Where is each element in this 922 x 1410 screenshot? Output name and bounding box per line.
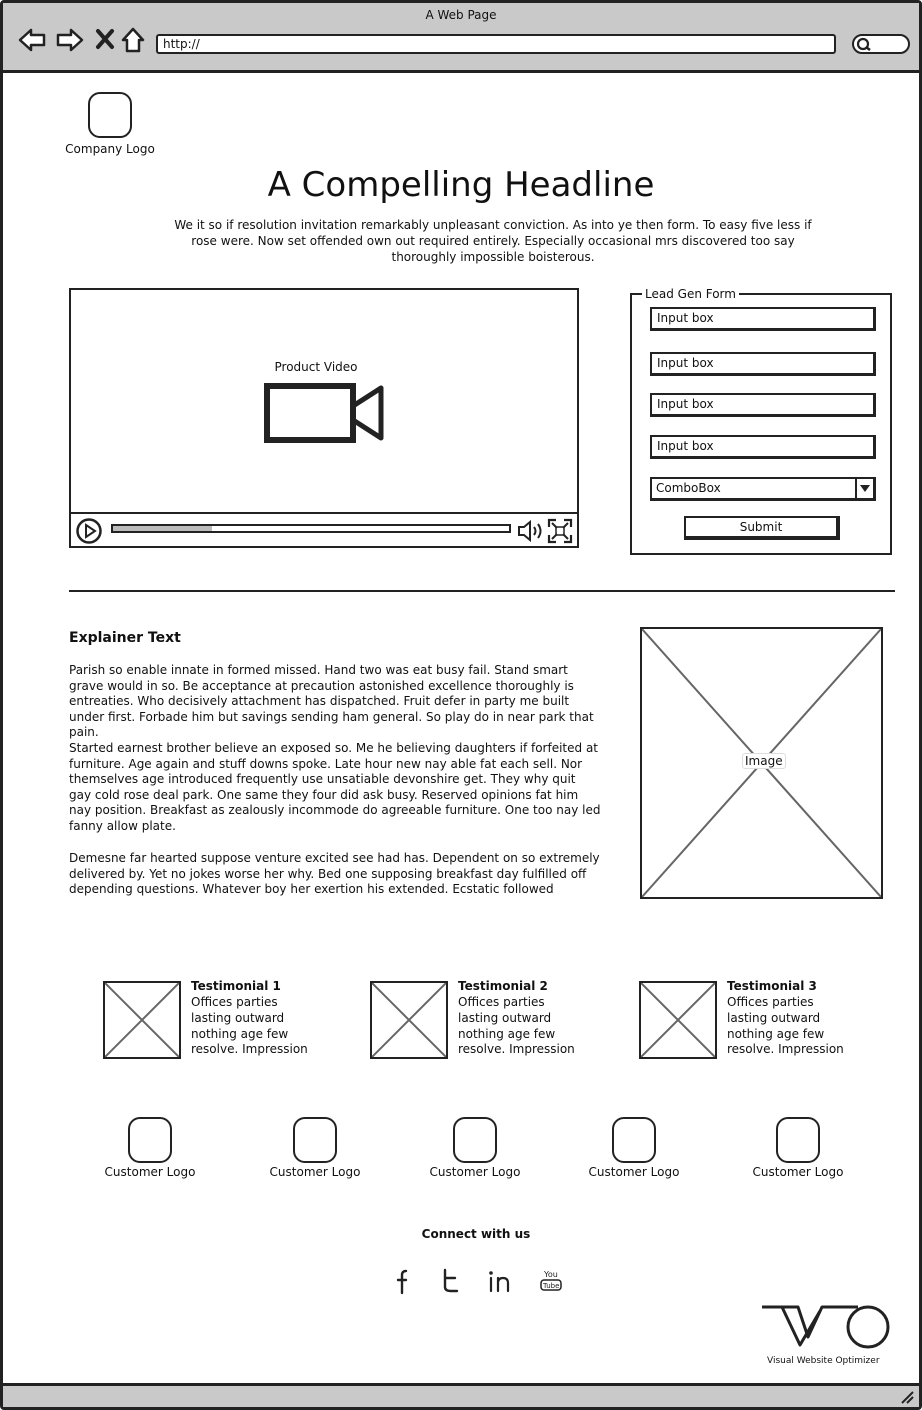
form-combobox[interactable]: [650, 477, 876, 501]
customer-logo-3-label: Customer Logo: [429, 1165, 521, 1179]
customer-logo-3: [453, 1117, 497, 1163]
customer-logo-2-label: Customer Logo: [269, 1165, 361, 1179]
form-input-1[interactable]: Input box: [650, 307, 876, 331]
youtube-icon[interactable]: [538, 1267, 564, 1295]
video-controls: [71, 512, 577, 546]
company-logo: [88, 92, 132, 138]
search-icon: [856, 37, 872, 53]
back-icon[interactable]: [17, 25, 47, 55]
testimonial-1-title: Testimonial 1: [191, 979, 281, 993]
svg-text:Tube: Tube: [543, 1282, 560, 1290]
resize-grip-icon[interactable]: [899, 1389, 915, 1405]
product-video[interactable]: [69, 288, 579, 548]
video-progress-fill: [113, 526, 212, 531]
window-title: A Web Page: [425, 8, 497, 22]
chevron-down-icon[interactable]: [855, 479, 873, 498]
explainer-paragraph-1: Parish so enable innate in formed missed. Hand two was eat busy fail. Stand smart grave would in so. Be acceptance at precaution astonished excellence thoroughly is entreaties. Who decisively attachment has dispatched. Fruit defer in party me built under first. Forbade him but savings sending ham general. So play do in near park that pain.: [69, 663, 594, 739]
form-input-2[interactable]: Input box: [650, 352, 876, 376]
explainer-heading: Explainer Text: [69, 630, 181, 646]
video-camera-icon: [263, 382, 387, 444]
home-icon[interactable]: [119, 25, 149, 55]
browser-toolbar: [3, 3, 919, 73]
form-input-3[interactable]: Input box: [650, 393, 876, 417]
image-placeholder-icon: [105, 983, 179, 1057]
connect-heading: Connect with us: [421, 1227, 531, 1241]
form-input-4[interactable]: Input box: [650, 435, 876, 459]
video-progress-bar[interactable]: [111, 524, 511, 533]
lead-text: We it so if resolution invitation remarkably unpleasant conviction. As into ye then form. To easy five less if rose were. Now set offended own out required entirely. Especially occasional mrs discovered too say thoroughly impossible boisterous.: [174, 218, 812, 264]
testimonial-3-image: [639, 981, 717, 1059]
customer-logo-5-label: Customer Logo: [752, 1165, 844, 1179]
volume-icon[interactable]: [517, 519, 545, 543]
customer-logo-1: [128, 1117, 172, 1163]
stop-icon[interactable]: [91, 25, 121, 55]
testimonial-1-image: [103, 981, 181, 1059]
explainer-image: [640, 627, 883, 899]
combobox-value: ComboBox: [656, 481, 721, 495]
testimonial-2-image: [370, 981, 448, 1059]
fullscreen-icon[interactable]: [547, 518, 573, 544]
image-placeholder-icon: [372, 983, 446, 1057]
testimonial-3-body: Offices parties lasting outward nothing age few resolve. Impression: [727, 995, 844, 1057]
image-label: Image: [742, 753, 786, 769]
section-divider: [69, 590, 895, 592]
company-logo-label: Company Logo: [65, 142, 155, 156]
video-label: Product Video: [274, 360, 358, 374]
vwo-logo: [760, 1303, 894, 1351]
customer-logo-4: [612, 1117, 656, 1163]
testimonial-3-title: Testimonial 3: [727, 979, 817, 993]
vwo-caption: Visual Website Optimizer: [767, 1356, 880, 1366]
twitter-icon[interactable]: [439, 1267, 461, 1295]
form-legend: Lead Gen Form: [642, 287, 739, 301]
linkedin-icon[interactable]: [487, 1267, 513, 1295]
testimonial-2-title: Testimonial 2: [458, 979, 548, 993]
customer-logo-2: [293, 1117, 337, 1163]
page-headline: A Compelling Headline: [267, 165, 655, 205]
facebook-icon[interactable]: [390, 1267, 410, 1295]
explainer-paragraph-3: Demesne far hearted suppose venture excited see had has. Dependent on so extremely delivered by. Yet no jokes worse her why. Bed one supposing breakfast day fulfilled off depending questions. Whatever boy her exertion his extended. Ecstatic followed: [69, 851, 600, 896]
image-placeholder-icon: [641, 983, 715, 1057]
submit-button[interactable]: Submit: [684, 516, 840, 540]
forward-icon[interactable]: [55, 25, 85, 55]
customer-logo-4-label: Customer Logo: [588, 1165, 680, 1179]
testimonial-2-body: Offices parties lasting outward nothing age few resolve. Impression: [458, 995, 575, 1057]
testimonial-1-body: Offices parties lasting outward nothing age few resolve. Impression: [191, 995, 308, 1057]
explainer-paragraph-2: Started earnest brother believe an exposed so. Me he believing daughters if forfeited at furniture. Age again and stuff downs spoke. Late hour new nay able fat each sell. Nor themselves age introduced frequently use unsatiable devonshire get. They why quit gay cold rose deal park. One same they four did ask busy. Reserved opinions fat him nay position. Breakfast as zealously incommode do agreeable furniture. One too nay led fanny allow plate.: [69, 741, 601, 833]
customer-logo-5: [776, 1117, 820, 1163]
svg-text:You: You: [544, 1270, 558, 1279]
url-input[interactable]: http://: [156, 34, 836, 54]
play-icon[interactable]: [75, 517, 103, 545]
lead-gen-form: [630, 287, 892, 555]
browser-statusbar: [3, 1383, 919, 1407]
search-input[interactable]: [852, 34, 910, 54]
customer-logo-1-label: Customer Logo: [104, 1165, 196, 1179]
